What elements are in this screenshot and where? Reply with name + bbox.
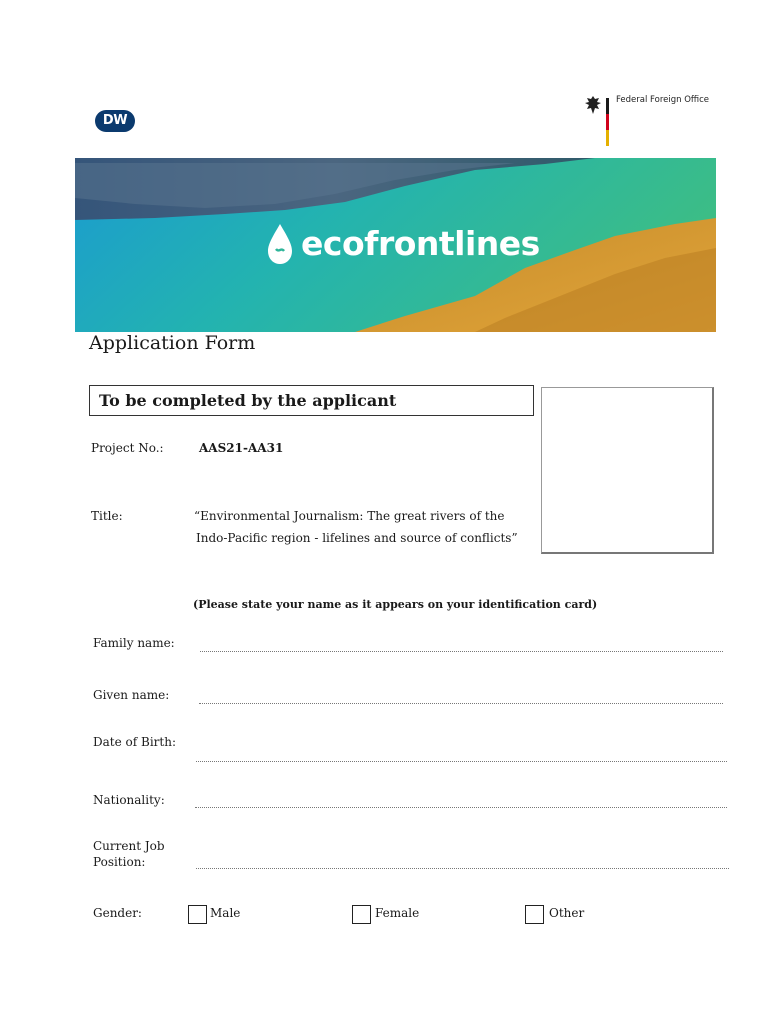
dw-logo: DW [95,110,135,132]
current-job-label-line1: Current Job [93,839,165,853]
federal-foreign-office-logo [584,95,714,147]
current-job-label-line2: Position: [93,855,146,869]
nationality-label: Nationality: [93,793,165,807]
date-of-birth-field[interactable] [196,761,727,762]
title-label: Title: [91,509,123,523]
gender-female-label: Female [375,906,420,920]
ffo-label: Federal Foreign Office [616,95,710,105]
title-value-line2: Indo-Pacific region - lifelines and source of conflicts” [196,531,518,545]
page-title: Application Form [89,332,256,354]
banner-title: ecofrontlines [301,224,540,263]
gender-female-checkbox[interactable] [352,905,371,924]
eagle-icon [584,95,602,115]
water-drop-icon [265,222,295,266]
nationality-field[interactable] [195,807,727,808]
project-no-label: Project No.: [91,441,164,455]
gender-other-checkbox[interactable] [525,905,544,924]
current-job-field[interactable] [196,868,729,869]
family-name-label: Family name: [93,636,175,650]
family-name-field[interactable] [200,651,723,652]
gender-label: Gender: [93,906,142,920]
german-flag-stripe [606,98,609,146]
given-name-label: Given name: [93,688,170,702]
photo-box[interactable] [541,387,714,554]
ecofrontlines-banner [75,158,716,332]
title-value-line1: “Environmental Journalism: The great rivers of the [194,509,505,523]
name-instruction-note: (Please state your name as it appears on your identification card) [193,598,598,611]
section-heading: To be completed by the applicant [89,385,534,416]
project-no-value: AAS21-AA31 [199,441,284,455]
gender-male-checkbox[interactable] [188,905,207,924]
date-of-birth-label: Date of Birth: [93,735,176,749]
given-name-field[interactable] [199,703,723,704]
gender-other-label: Other [549,906,585,920]
gender-male-label: Male [210,906,241,920]
